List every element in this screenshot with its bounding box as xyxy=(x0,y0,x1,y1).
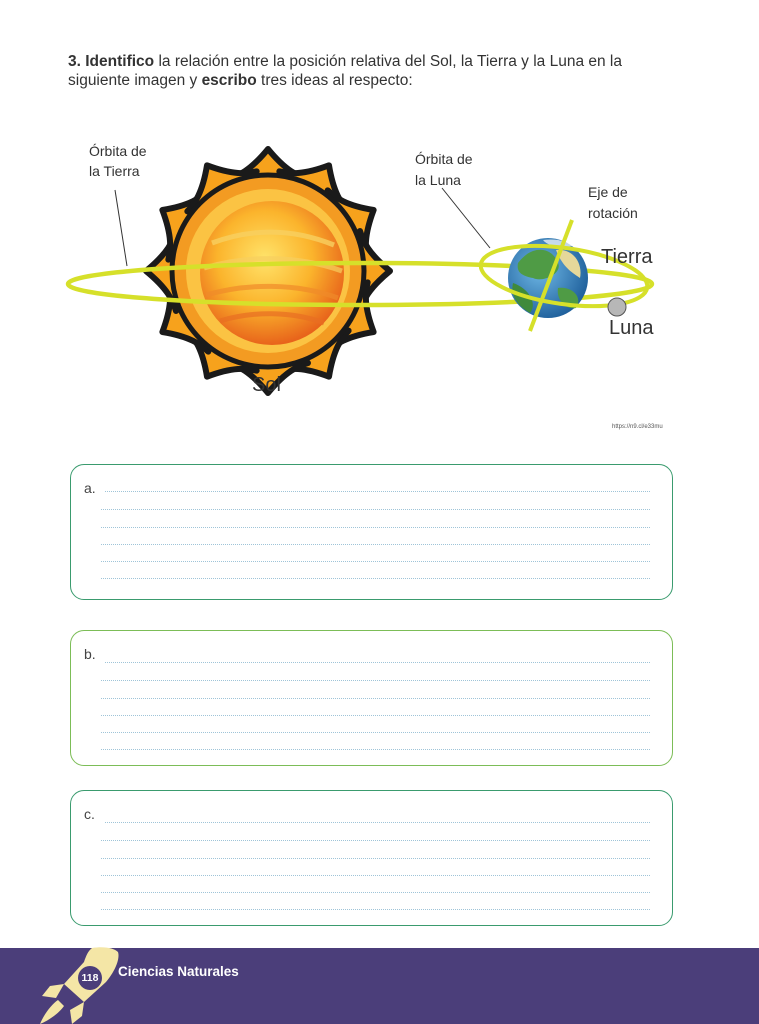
sun-earth-moon-figure xyxy=(60,138,700,438)
label-earth: Tierra xyxy=(601,246,653,268)
question-prompt xyxy=(68,52,688,90)
earth-orbit-leader xyxy=(115,190,127,266)
subject-name: Ciencias Naturales xyxy=(118,964,239,979)
label-sun: Sol xyxy=(252,374,281,396)
question-text-1: la relación entre la posición relativa del Sol, la Tierra y la Luna en la siguiente imagen y xyxy=(68,53,622,89)
label-moon-orbit-line1: Órbita de xyxy=(415,151,473,167)
answer-letter-a: a. xyxy=(84,480,96,496)
label-moon: Luna xyxy=(609,317,654,339)
question-text-2: tres ideas al respecto: xyxy=(256,72,413,89)
answer-box-c[interactable] xyxy=(70,790,673,926)
answer-letter-b: b. xyxy=(84,646,96,662)
label-moon-orbit-line2: la Luna xyxy=(415,172,461,188)
moon-orbit-leader xyxy=(442,188,490,248)
answer-letter-c: c. xyxy=(84,806,95,822)
answer-box-a[interactable] xyxy=(70,464,673,600)
page-number: 118 xyxy=(78,966,102,990)
image-source: https://n9.cl/e33mu xyxy=(612,424,663,430)
label-axis-line1: Eje de xyxy=(588,184,628,200)
question-verb-escribo: escribo xyxy=(201,72,257,89)
question-number: 3. xyxy=(68,53,81,70)
sun-body xyxy=(200,201,344,345)
question-verb-identifico: Identifico xyxy=(85,53,155,70)
answer-box-b[interactable] xyxy=(70,630,673,766)
label-earth-orbit-line1: Órbita de xyxy=(89,143,147,159)
label-earth-orbit-line2: la Tierra xyxy=(89,163,140,179)
moon xyxy=(608,298,626,316)
label-axis-line2: rotación xyxy=(588,205,638,221)
